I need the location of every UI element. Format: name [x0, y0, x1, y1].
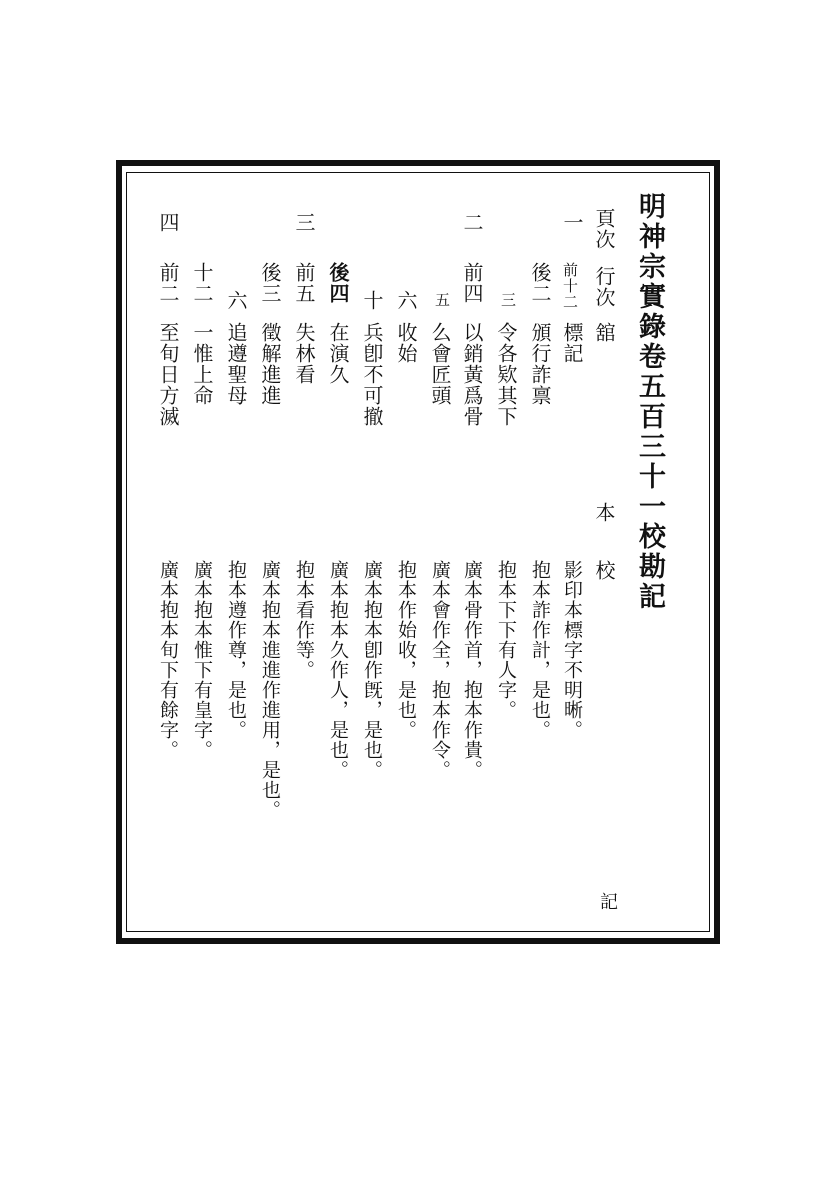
row-13-note: 廣本抱本旬下有餘字。	[157, 560, 179, 760]
row-5-line: 五	[433, 292, 451, 308]
header-note: 校	[592, 560, 616, 581]
row-10-text: 徵解進進	[258, 322, 282, 406]
row-5-text: 么會匠頭	[428, 322, 452, 406]
row-9-page: 三	[292, 212, 316, 233]
row-4-line: 前四	[460, 262, 484, 304]
row-4-page: 二	[460, 212, 484, 233]
footer-mark: 記	[597, 892, 618, 911]
row-8-note: 廣本抱本久作人，是也。	[327, 560, 349, 780]
row-13-line: 前二	[156, 262, 180, 304]
row-7-text: 兵卽不可撤	[360, 322, 384, 427]
row-5-note: 廣本會作全，抱本作令。	[429, 560, 451, 780]
row-11-note: 抱本遵作尊，是也。	[225, 560, 247, 740]
row-11-line: 六	[224, 290, 248, 311]
row-12-line: 十二	[190, 262, 214, 304]
row-6-text: 收始	[394, 322, 418, 364]
row-7-line: 十	[360, 290, 384, 311]
row-13-text: 至旬日方滅	[156, 322, 180, 427]
row-10-line: 後三	[258, 262, 282, 304]
row-9-line: 前五	[292, 262, 316, 304]
row-11-text: 追遵聖母	[224, 322, 248, 406]
row-2-line: 後二	[528, 262, 552, 304]
header-ben: 本	[592, 502, 616, 523]
header-text: 舘	[592, 322, 616, 343]
row-8-line: 後四	[326, 262, 350, 304]
header-line: 行次	[592, 266, 616, 308]
row-9-note: 抱本看作等。	[293, 560, 315, 680]
row-10-note: 廣本抱本進進作進用，是也。	[259, 560, 281, 820]
row-8-text: 在演久	[326, 322, 350, 385]
row-7-note: 廣本抱本卽作旣，是也。	[361, 560, 383, 780]
row-3-text: 令各欵其下	[494, 322, 518, 427]
row-12-note: 廣本抱本惟下有皇字。	[191, 560, 213, 760]
row-13-page: 四	[156, 212, 180, 233]
row-9-text: 失林看	[292, 322, 316, 385]
row-1-line: 前十二	[561, 262, 579, 310]
row-4-text: 以銷黃爲骨	[460, 322, 484, 427]
row-12-text: 一惟上命	[190, 322, 214, 406]
row-2-text: 頒行詐禀	[528, 322, 552, 406]
row-1-page: 一	[560, 212, 584, 233]
row-6-line: 六	[394, 290, 418, 311]
header-page: 頁次	[592, 208, 616, 250]
row-3-line: 三	[499, 292, 517, 308]
row-1-text: 標記	[560, 322, 584, 364]
row-6-note: 抱本作始收，是也。	[395, 560, 417, 740]
row-3-note: 抱本下下有人字。	[495, 560, 517, 720]
row-1-note: 影印本標字不明晰。	[561, 560, 583, 740]
row-2-note: 抱本詐作計，是也。	[529, 560, 551, 740]
row-4-note: 廣本骨作首，抱本作貴。	[461, 560, 483, 780]
page-title: 明神宗實錄卷五百三十一校勘記	[634, 192, 665, 612]
